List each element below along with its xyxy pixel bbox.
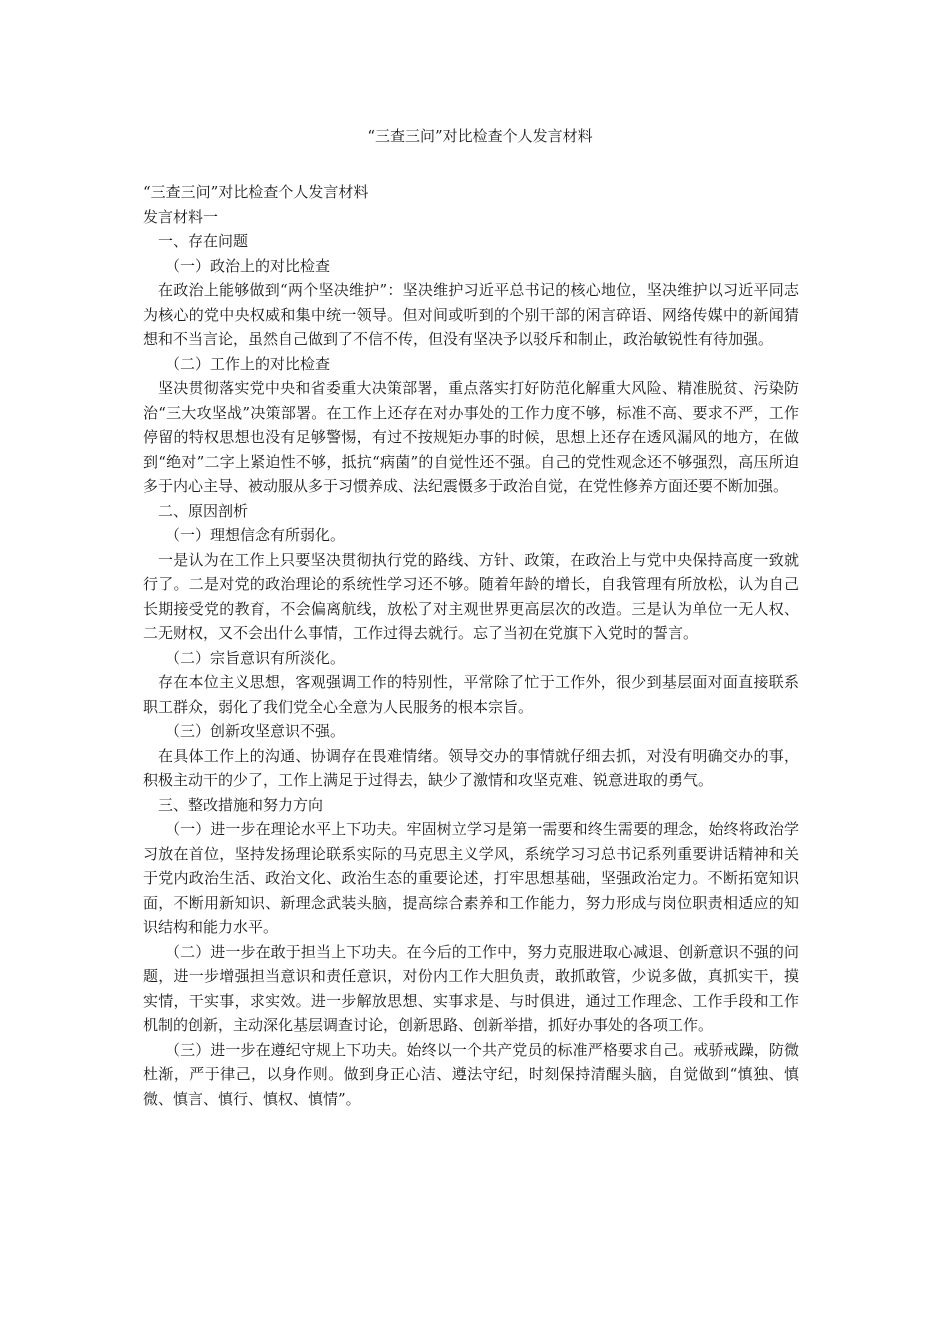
body-paragraph: 在具体工作上的沟通、协调存在畏难情绪。领导交办的事情就仔细去抓，对没有明确交办的事，积极主动干的少了，工作上满足于过得去，缺少了激情和攻坚克难、锐意进取的勇气。 <box>143 746 799 789</box>
document-title: “三查三问”对比检查个人发言材料 <box>367 127 593 145</box>
document-body <box>143 229 799 1111</box>
measure-paragraph: （三）进一步在遵纪守规上下功夫。始终以一个共产党员的标准严格要求自己。戒骄戒躁，防微杜渐，严于律己，以身作则。做到身正心洁、遵法守纪，时刻保持清醒头脑，自觉做到“慎独、慎微、慎言、慎行、慎权、慎情”。 <box>143 1040 799 1108</box>
measure-paragraph: （二）进一步在敢于担当上下功夫。在今后的工作中，努力克服进取心减退、创新意识不强的问题，进一步增强担当意识和责任意识，对份内工作大胆负责，敢抓敢管，少说多做，真抓实干，摸实情，干实事，求实效。进一步解放思想、实事求是、与时俱进，通过工作理念、工作手段和工作机制的创新，主动深化基层调查讨论，创新思路、创新举措，抓好办事处的各项工作。 <box>143 942 799 1034</box>
document-page <box>143 124 799 1111</box>
document-subtitle: “三查三问”对比检查个人发言材料 <box>143 183 369 201</box>
body-paragraph: 一是认为在工作上只要坚决贯彻执行党的路线、方针、政策，在政治上与党中央保持高度一致就行了。二是对党的政治理论的系统性学习还不够。随着年龄的增长，自我管理有所放松，认为自己长期接受党的教育，不会偏离航线，放松了对主观世界更高层次的改造。三是认为单位一无人权、二无财权，又不会出什么事情，工作过得去就行。忘了当初在党旗下入党时的誓言。 <box>143 550 799 642</box>
subsection-heading: （一）政治上的对比检查 <box>165 256 331 275</box>
section-heading: 二、原因剖析 <box>158 501 249 520</box>
subsection-heading: （二）工作上的对比检查 <box>165 354 331 373</box>
section-heading: 三、整改措施和努力方向 <box>158 795 324 814</box>
measure-paragraph: （一）进一步在理论水平上下功夫。牢固树立学习是第一需要和终生需要的理念，始终将政治学习放在首位，坚持发扬理论联系实际的马克思主义学风，系统学习习总书记系列重要讲话精神和关于党内政治生活、政治文化、政治生态的重要论述，打牢思想基础，坚强政治定力。不断拓宽知识面，不断用新知识、新理念武装头脑，提高综合素养和工作能力，努力形成与岗位职责相适应的知识结构和能力水平。 <box>143 820 799 936</box>
subsection-heading: （二）宗旨意识有所淡化。 <box>165 648 346 667</box>
body-paragraph: 在政治上能够做到“两个坚决维护”：坚决维护习近平总书记的核心地位，坚决维护以习近平同志为核心的党中央权威和集中统一领导。但对间或听到的个别干部的闲言碎语、网络传媒中的新闻猜想和不当言论，虽然自己做到了不信不传，但没有坚决予以驳斥和制止，政治敏锐性有待加强。 <box>143 281 799 348</box>
body-paragraph: 存在本位主义思想，客观强调工作的特别性，平常除了忙于工作外，很少到基层面对面直接联系职工群众，弱化了我们党全心全意为人民服务的根本宗旨。 <box>143 673 799 716</box>
subsection-heading: （一）理想信念有所弱化。 <box>165 526 346 544</box>
body-paragraph: 坚决贯彻落实党中央和省委重大决策部署，重点落实打好防范化解重大风险、精准脱贫、污染防治“三大攻坚战”决策部署。在工作上还存在对办事处的工作力度不够，标准不高、要求不严，工作停留的特权思想也没有足够警惕，有过不按规矩办事的时候，思想上还存在透风漏风的地方，在做到“绝对”二字上紧迫性不够，抵抗“病菌”的自觉性还不强。自己的党性观念还不够强烈，高压所迫多于内心主导、被动服从多于习惯养成、法纪震慑多于政治自觉，在党性修养方面还要不断加强。 <box>143 379 799 495</box>
section-heading: 一、存在问题 <box>158 232 249 250</box>
section-label: 发言材料一 <box>143 207 219 226</box>
subsection-heading: （三）创新攻坚意识不强。 <box>165 722 346 740</box>
